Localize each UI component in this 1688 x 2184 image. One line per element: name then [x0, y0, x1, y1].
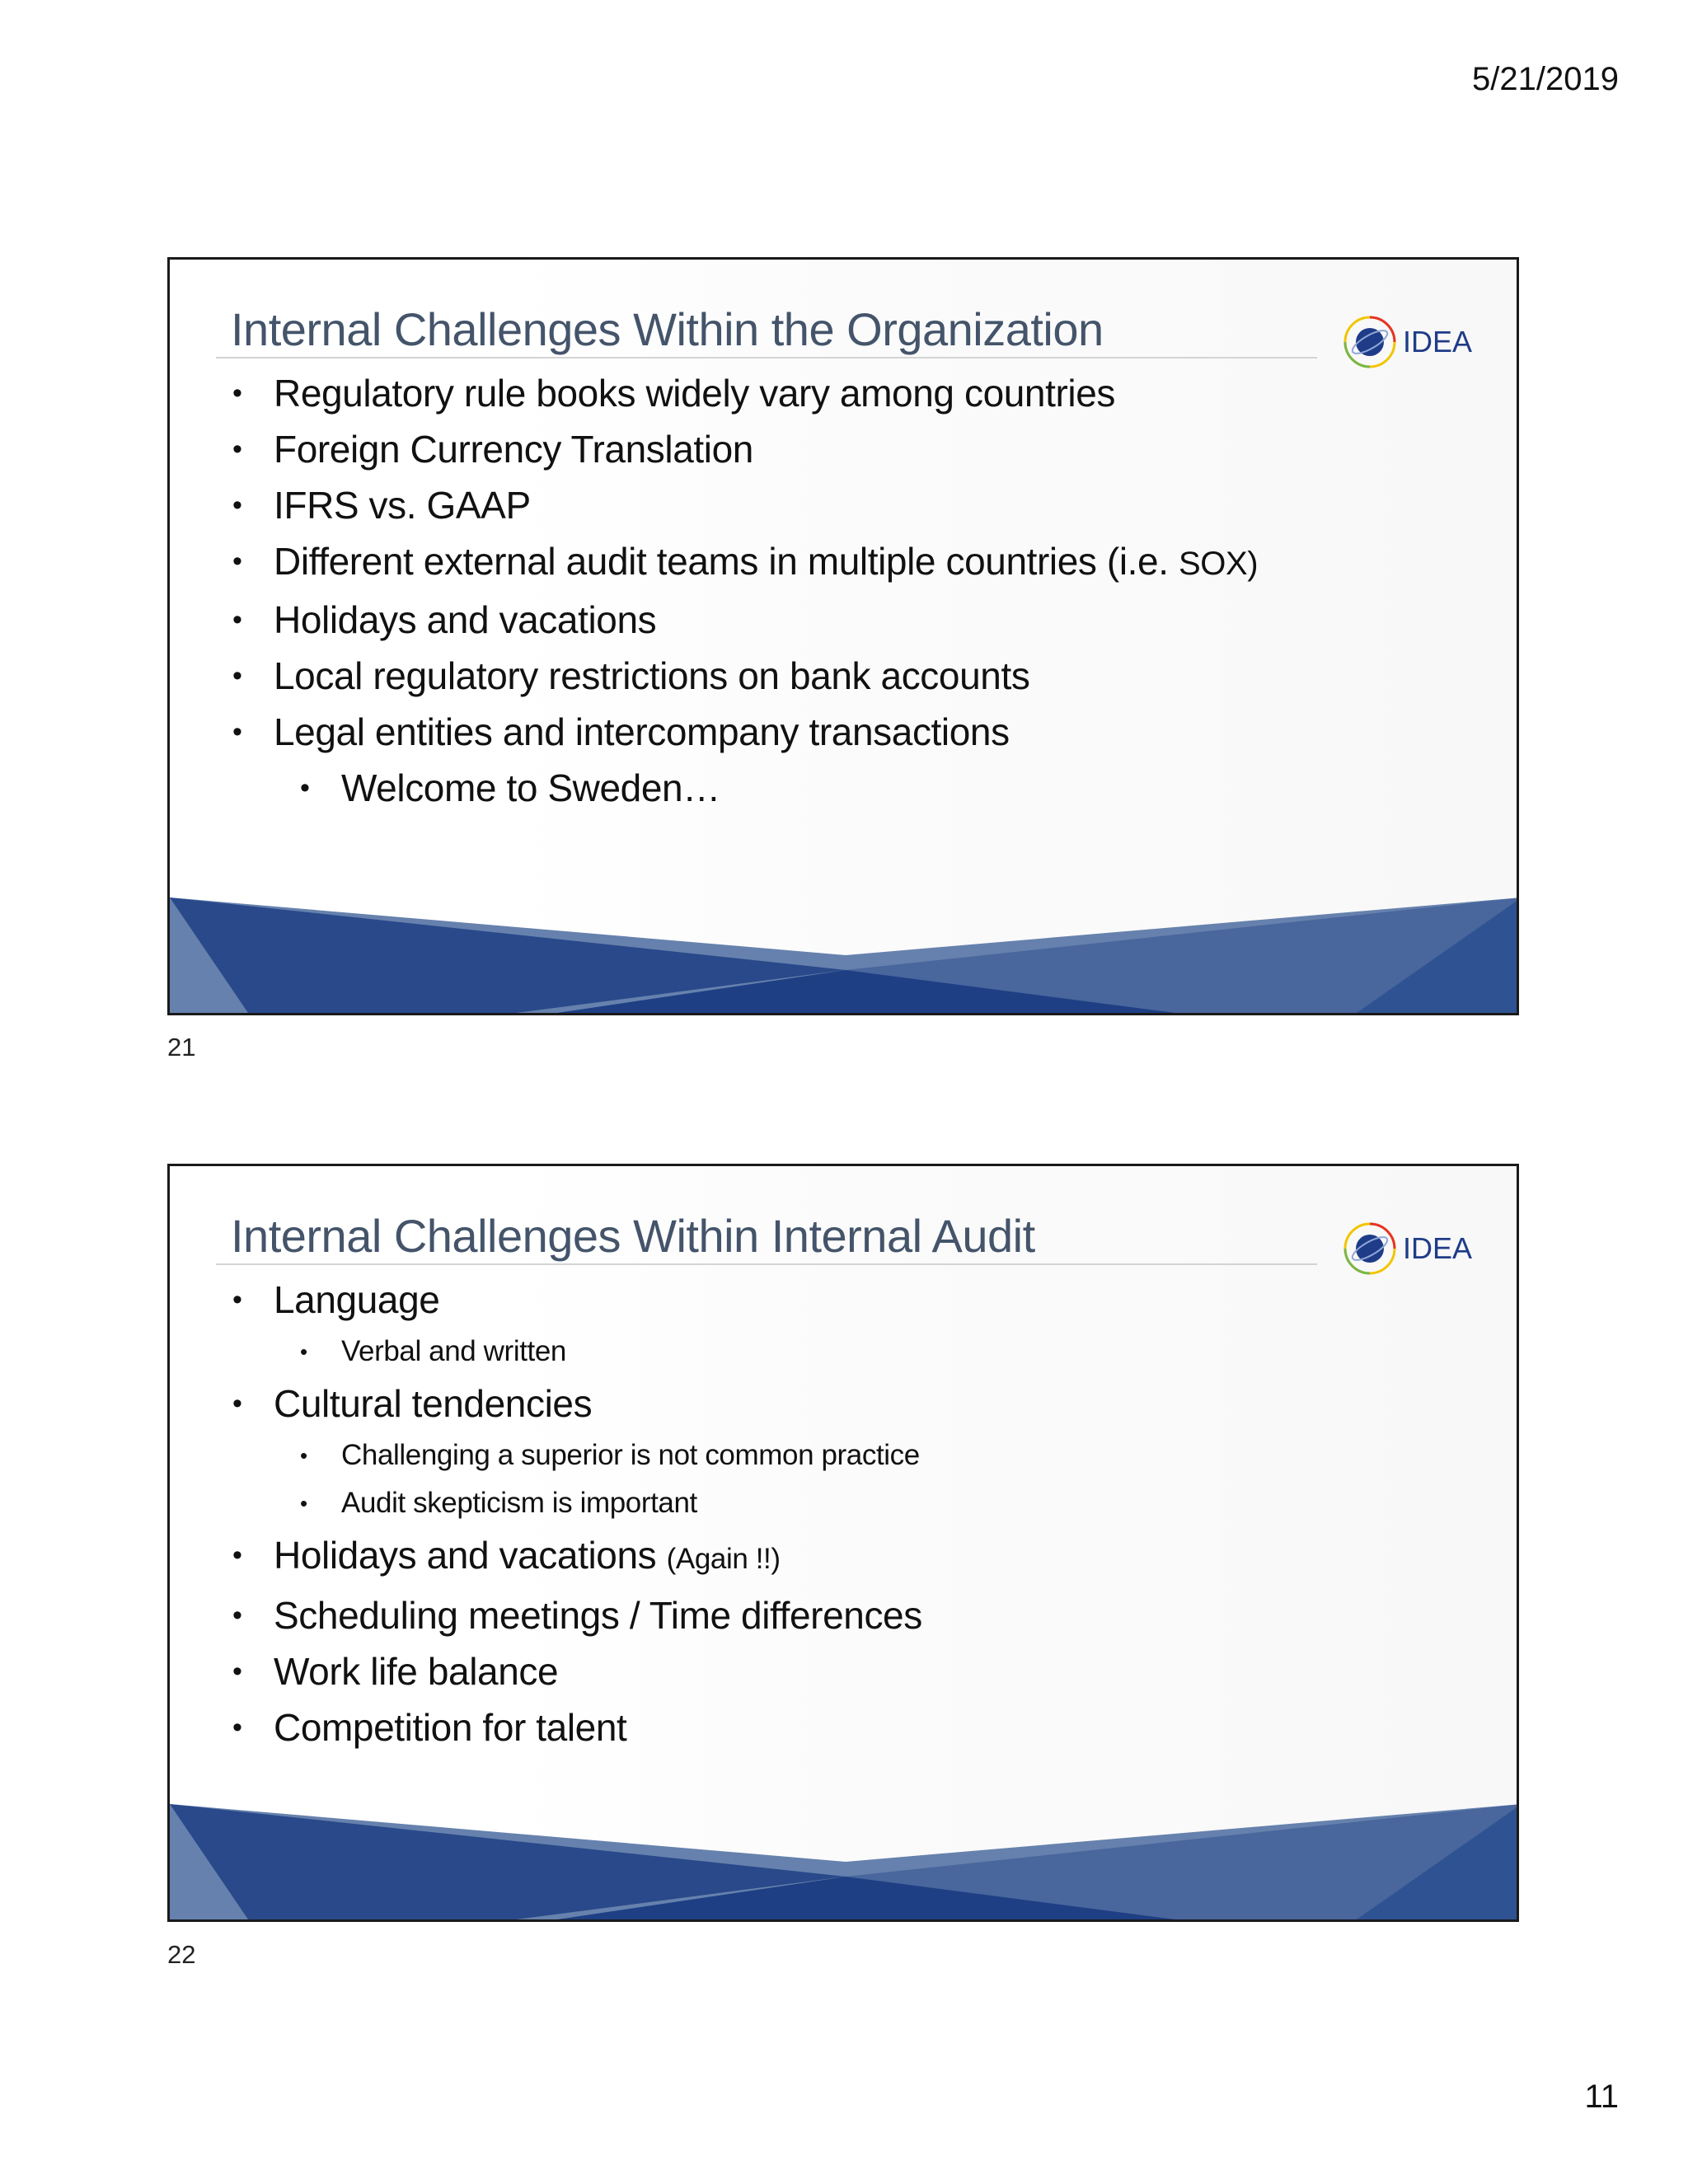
footer-decoration: [170, 1804, 1519, 1919]
bullet-item: • Language: [231, 1272, 1467, 1328]
slide-number: 22: [167, 1940, 196, 1969]
sub-bullet-item: • Verbal and written: [298, 1328, 1467, 1376]
bullet-item: • IFRS vs. GAAP: [231, 477, 1467, 533]
bullet-item: • Scheduling meetings / Time differences: [231, 1587, 1467, 1643]
sub-bullet-item: • Welcome to Sweden…: [298, 760, 1467, 816]
bullet-item: • Regulatory rule books widely vary among countries: [231, 365, 1467, 421]
bullet-item: • Legal entities and intercompany transactions: [231, 704, 1467, 760]
bullet-list: [231, 1272, 1467, 1755]
title-divider: [216, 1263, 1317, 1265]
logo-text: IDEA: [1403, 325, 1473, 359]
bullet-item: • Competition for talent: [231, 1699, 1467, 1755]
sub-bullet-item: • Challenging a superior is not common practice: [298, 1432, 1467, 1479]
title-divider: [216, 357, 1317, 359]
bullet-item: [231, 1527, 1467, 1587]
bullet-text: Different external audit teams in multiple countries (i.e.: [274, 540, 1169, 583]
footer-decoration: [170, 898, 1519, 1013]
slide-title: Internal Challenges Within the Organization: [231, 303, 1104, 355]
page-number: 11: [1584, 2079, 1619, 2115]
page-date: 5/21/2019: [1472, 61, 1619, 97]
slide-title: Internal Challenges Within Internal Audit: [231, 1210, 1035, 1262]
slide-21: [167, 257, 1519, 1015]
bullet-item: • Local regulatory restrictions on bank accounts: [231, 648, 1467, 704]
bullet-note: (Again !!): [666, 1543, 781, 1575]
logo-text: IDEA: [1403, 1231, 1473, 1265]
sub-bullet-item: • Audit skepticism is important: [298, 1479, 1467, 1527]
bullet-list: [231, 365, 1467, 816]
bullet-item: • Cultural tendencies: [231, 1376, 1467, 1432]
slide-22: [167, 1164, 1519, 1922]
bullet-suffix: SOX): [1178, 546, 1259, 582]
bullet-item: • Holidays and vacations: [231, 592, 1467, 648]
bullet-item: • Foreign Currency Translation: [231, 421, 1467, 477]
slide-number: 21: [167, 1033, 196, 1062]
bullet-item: [231, 533, 1467, 592]
bullet-text: Holidays and vacations: [274, 1534, 657, 1577]
bullet-item: • Work life balance: [231, 1643, 1467, 1699]
